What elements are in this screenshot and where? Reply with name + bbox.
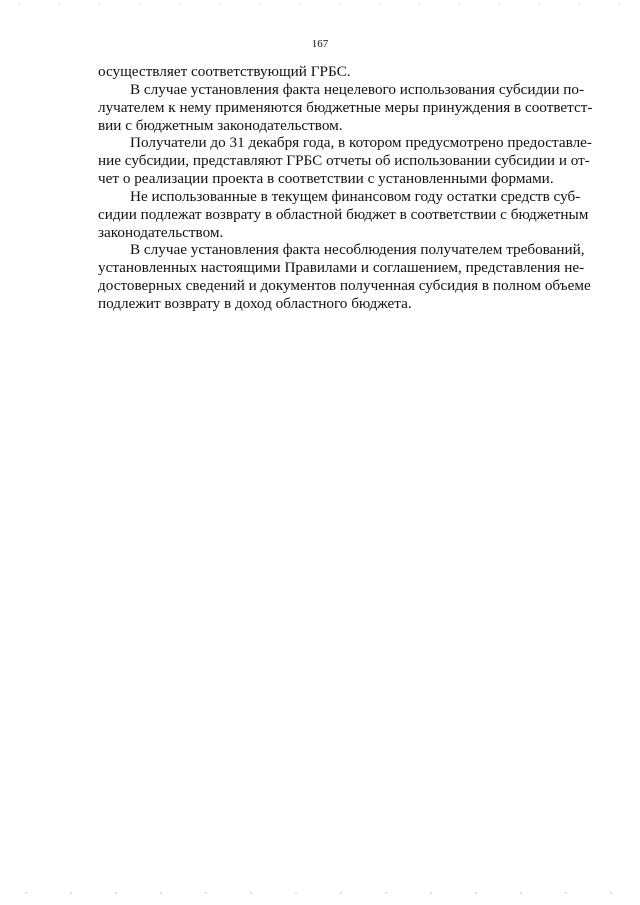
text-line: чет о реализации проекта в соответствии с установленными формами.	[98, 170, 554, 188]
scan-edge-top	[0, 3, 640, 5]
text-line: установленных настоящими Правилами и соглашением, представления не-	[98, 259, 585, 277]
paragraph	[98, 80, 593, 135]
text-line: вии с бюджетным законодательством.	[98, 116, 343, 134]
paragraph	[98, 134, 592, 188]
text-line: В случае установления факта несоблюдения получателем требований,	[130, 241, 585, 259]
paragraph	[98, 63, 580, 81]
text-line: достоверных сведений и документов полученная субсидия в полном объеме	[98, 277, 591, 295]
paragraph	[98, 187, 589, 242]
paragraph	[98, 241, 591, 312]
document-body	[98, 63, 593, 313]
text-line: законодательством.	[98, 223, 224, 241]
text-line: подлежит возврату в доход областного бюджета.	[98, 294, 412, 312]
scan-edge-bottom	[0, 892, 640, 894]
text-line: осуществляет соответствующий ГРБС.	[98, 63, 351, 80]
text-line: В случае установления факта нецелевого использования субсидии по-	[130, 80, 585, 98]
text-line: сидии подлежат возврату в областной бюджет в соответствии с бюджетным	[98, 205, 589, 223]
page-number: 167	[311, 38, 329, 50]
text-line: Получатели до 31 декабря года, в котором предусмотрено предоставле-	[130, 134, 592, 152]
text-line: ние субсидии, представляют ГРБС отчеты об использовании субсидии и от-	[98, 152, 590, 170]
text-line: лучателем к нему применяются бюджетные меры принуждения в соответст-	[98, 98, 593, 116]
text-line: Не использованные в текущем финансовом году остатки средств суб-	[130, 187, 581, 205]
